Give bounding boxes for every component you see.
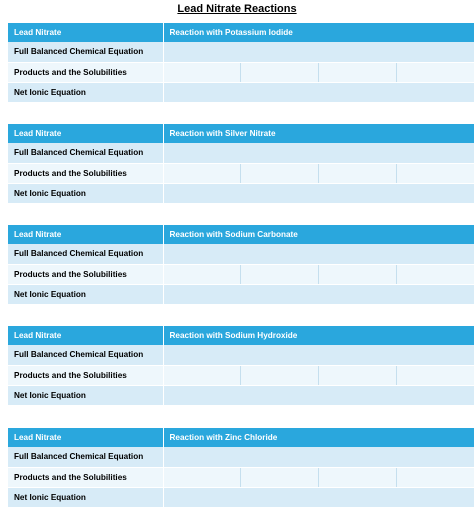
answer-cell-product-4[interactable] bbox=[396, 62, 474, 82]
table-row-full-equation bbox=[8, 143, 474, 163]
table-header-row bbox=[8, 428, 474, 447]
table-header-row bbox=[8, 225, 474, 244]
table-row-net-ionic bbox=[8, 183, 474, 203]
header-reaction: Reaction with Potassium Iodide bbox=[163, 23, 474, 42]
answer-cell-full-equation[interactable] bbox=[163, 244, 474, 264]
table-row-full-equation bbox=[8, 447, 474, 467]
reaction-table-silver-nitrate bbox=[8, 124, 474, 204]
table-row-net-ionic bbox=[8, 385, 474, 405]
answer-cell-product-1[interactable] bbox=[163, 467, 240, 487]
answer-cell-net-ionic[interactable] bbox=[163, 385, 474, 405]
reaction-table-potassium-iodide bbox=[8, 23, 474, 103]
answer-cell-full-equation[interactable] bbox=[163, 345, 474, 365]
answer-cell-product-2[interactable] bbox=[240, 163, 318, 183]
table-header-row bbox=[8, 23, 474, 42]
answer-cell-product-3[interactable] bbox=[318, 365, 396, 385]
row-label-products: Products and the Solubilities bbox=[8, 62, 163, 82]
answer-cell-net-ionic[interactable] bbox=[163, 183, 474, 203]
table-row-products bbox=[8, 62, 474, 82]
header-lead-nitrate: Lead Nitrate bbox=[8, 326, 163, 345]
table-row-products bbox=[8, 467, 474, 487]
answer-cell-product-2[interactable] bbox=[240, 264, 318, 284]
row-label-products: Products and the Solubilities bbox=[8, 163, 163, 183]
header-lead-nitrate: Lead Nitrate bbox=[8, 124, 163, 143]
answer-cell-product-4[interactable] bbox=[396, 467, 474, 487]
header-reaction: Reaction with Silver Nitrate bbox=[163, 124, 474, 143]
row-label-products: Products and the Solubilities bbox=[8, 365, 163, 385]
header-reaction: Reaction with Sodium Hydroxide bbox=[163, 326, 474, 345]
answer-cell-product-3[interactable] bbox=[318, 467, 396, 487]
answer-cell-product-3[interactable] bbox=[318, 62, 396, 82]
row-label-full-equation: Full Balanced Chemical Equation bbox=[8, 345, 163, 365]
answer-cell-net-ionic[interactable] bbox=[163, 487, 474, 507]
answer-cell-product-1[interactable] bbox=[163, 365, 240, 385]
table-row-full-equation bbox=[8, 345, 474, 365]
row-label-net-ionic: Net Ionic Equation bbox=[8, 385, 163, 405]
row-label-full-equation: Full Balanced Chemical Equation bbox=[8, 143, 163, 163]
table-row-products bbox=[8, 365, 474, 385]
header-lead-nitrate: Lead Nitrate bbox=[8, 428, 163, 447]
answer-cell-full-equation[interactable] bbox=[163, 143, 474, 163]
row-label-net-ionic: Net Ionic Equation bbox=[8, 183, 163, 203]
answer-cell-product-2[interactable] bbox=[240, 62, 318, 82]
table-row-net-ionic bbox=[8, 284, 474, 304]
answer-cell-full-equation[interactable] bbox=[163, 42, 474, 62]
row-label-net-ionic: Net Ionic Equation bbox=[8, 82, 163, 102]
table-row-products bbox=[8, 163, 474, 183]
row-label-net-ionic: Net Ionic Equation bbox=[8, 284, 163, 304]
answer-cell-full-equation[interactable] bbox=[163, 447, 474, 467]
page-title: Lead Nitrate Reactions bbox=[177, 3, 297, 15]
table-row-full-equation bbox=[8, 244, 474, 264]
row-label-full-equation: Full Balanced Chemical Equation bbox=[8, 244, 163, 264]
answer-cell-product-1[interactable] bbox=[163, 62, 240, 82]
answer-cell-product-4[interactable] bbox=[396, 163, 474, 183]
answer-cell-net-ionic[interactable] bbox=[163, 82, 474, 102]
row-label-full-equation: Full Balanced Chemical Equation bbox=[8, 42, 163, 62]
answer-cell-net-ionic[interactable] bbox=[163, 284, 474, 304]
table-header-row bbox=[8, 326, 474, 345]
header-lead-nitrate: Lead Nitrate bbox=[8, 225, 163, 244]
table-row-net-ionic bbox=[8, 487, 474, 507]
answer-cell-product-1[interactable] bbox=[163, 264, 240, 284]
reaction-table-sodium-carbonate bbox=[8, 225, 474, 305]
header-lead-nitrate: Lead Nitrate bbox=[8, 23, 163, 42]
answer-cell-product-4[interactable] bbox=[396, 264, 474, 284]
answer-cell-product-3[interactable] bbox=[318, 163, 396, 183]
table-row-full-equation bbox=[8, 42, 474, 62]
answer-cell-product-1[interactable] bbox=[163, 163, 240, 183]
answer-cell-product-2[interactable] bbox=[240, 365, 318, 385]
answer-cell-product-2[interactable] bbox=[240, 467, 318, 487]
table-row-net-ionic bbox=[8, 82, 474, 102]
answer-cell-product-4[interactable] bbox=[396, 365, 474, 385]
answer-cell-product-3[interactable] bbox=[318, 264, 396, 284]
header-reaction: Reaction with Zinc Chloride bbox=[163, 428, 474, 447]
table-header-row bbox=[8, 124, 474, 143]
reaction-table-zinc-chloride bbox=[8, 428, 474, 508]
header-reaction: Reaction with Sodium Carbonate bbox=[163, 225, 474, 244]
row-label-products: Products and the Solubilities bbox=[8, 467, 163, 487]
row-label-net-ionic: Net Ionic Equation bbox=[8, 487, 163, 507]
row-label-full-equation: Full Balanced Chemical Equation bbox=[8, 447, 163, 467]
table-row-products bbox=[8, 264, 474, 284]
reaction-table-sodium-hydroxide bbox=[8, 326, 474, 406]
row-label-products: Products and the Solubilities bbox=[8, 264, 163, 284]
